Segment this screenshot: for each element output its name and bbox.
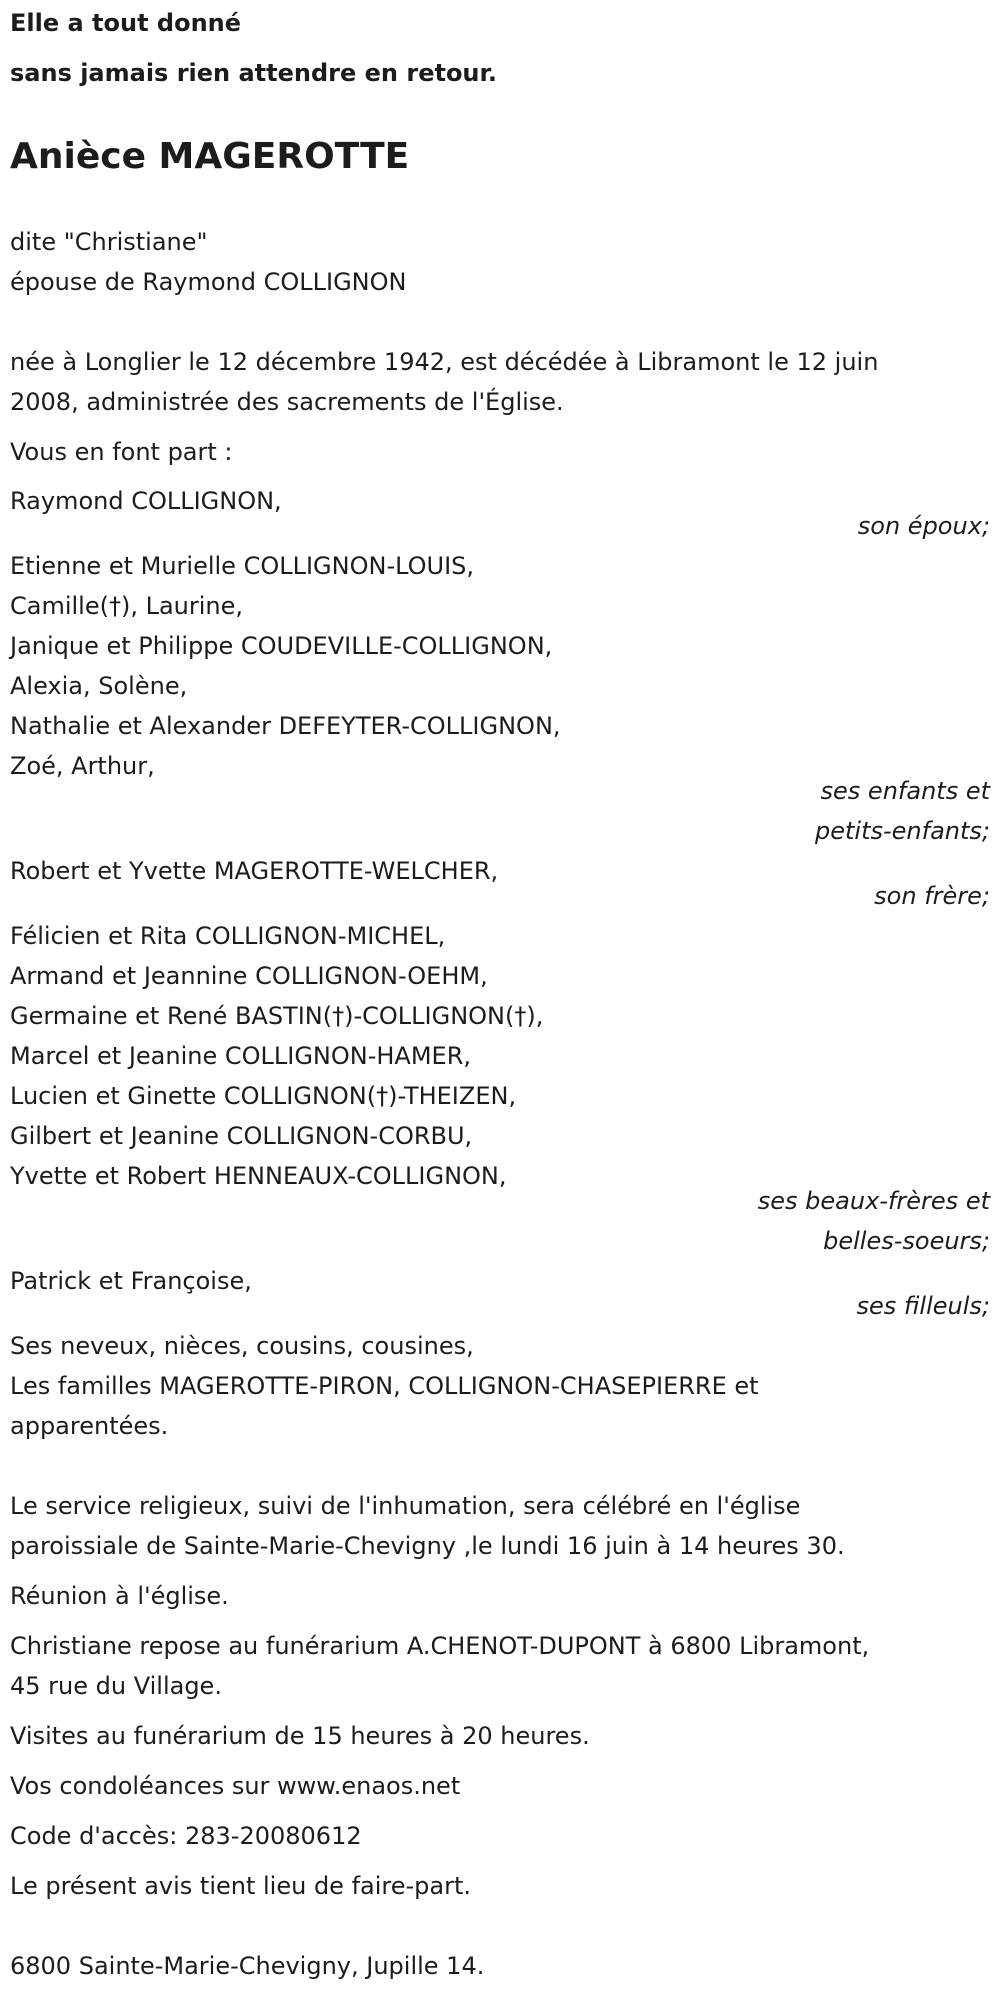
family-line: Les familles MAGEROTTE-PIRON, COLLIGNON-CHASEPIERRE et (10, 1372, 759, 1400)
family-line: Camille(†), Laurine, (10, 592, 244, 620)
visits-text: Visites au funérarium de 15 heures à 20 heures. (10, 1722, 590, 1750)
family-line: Armand et Jeannine COLLIGNON-OEHM, (10, 962, 488, 990)
condolences-text: Vos condoléances sur www.enaos.net (10, 1772, 461, 1800)
service-line-2: paroissiale de Sainte-Marie-Chevigny ,le lundi 16 juin à 14 heures 30. (10, 1532, 845, 1560)
relation-label: belles-soeurs; (823, 1227, 990, 1255)
meeting-text: Réunion à l'église. (10, 1582, 229, 1610)
family-line: Patrick et Françoise, (10, 1267, 252, 1295)
relation-label: son frère; (874, 882, 990, 910)
relation-label: ses enfants et (820, 777, 990, 805)
motto-line-2: sans jamais rien attendre en retour. (10, 59, 498, 87)
family-line: Germaine et René BASTIN(†)-COLLIGNON(†), (10, 1002, 544, 1030)
service-line-1: Le service religieux, suivi de l'inhumation, sera célébré en l'église (10, 1492, 801, 1520)
family-line: Gilbert et Jeanine COLLIGNON-CORBU, (10, 1122, 473, 1150)
family-line: Ses neveux, nièces, cousins, cousines, (10, 1332, 474, 1360)
relation-label: petits-enfants; (815, 817, 990, 845)
relation-label: son époux; (857, 512, 990, 540)
deceased-spouse: épouse de Raymond COLLIGNON (10, 268, 407, 296)
family-line: Zoé, Arthur, (10, 752, 155, 780)
family-line: Robert et Yvette MAGEROTTE-WELCHER, (10, 857, 499, 885)
family-line: Etienne et Murielle COLLIGNON-LOUIS, (10, 552, 475, 580)
family-line: apparentées. (10, 1412, 169, 1440)
family-line: Marcel et Jeanine COLLIGNON-HAMER, (10, 1042, 472, 1070)
motto-line-1: Elle a tout donné (10, 9, 242, 37)
family-line: Janique et Philippe COUDEVILLE-COLLIGNON, (10, 632, 553, 660)
access-code-text: Code d'accès: 283-20080612 (10, 1822, 362, 1850)
relation-label: ses filleuls; (856, 1292, 990, 1320)
family-line: Alexia, Solène, (10, 672, 188, 700)
address-text: 6800 Sainte-Marie-Chevigny, Jupille 14. (10, 1952, 485, 1980)
bio-line-1: née à Longlier le 12 décembre 1942, est décédée à Libramont le 12 juin (10, 348, 879, 376)
deceased-nickname: dite "Christiane" (10, 228, 208, 256)
family-line: Nathalie et Alexander DEFEYTER-COLLIGNON, (10, 712, 561, 740)
family-line: Raymond COLLIGNON, (10, 487, 282, 515)
rest-line-1: Christiane repose au funérarium A.CHENOT-DUPONT à 6800 Libramont, (10, 1632, 870, 1660)
notice-text: Le présent avis tient lieu de faire-part. (10, 1872, 472, 1900)
deceased-name: Anièce MAGEROTTE (10, 136, 410, 177)
rest-line-2: 45 rue du Village. (10, 1672, 222, 1700)
family-line: Lucien et Ginette COLLIGNON(†)-THEIZEN, (10, 1082, 517, 1110)
family-line: Yvette et Robert HENNEAUX-COLLIGNON, (10, 1162, 507, 1190)
family-line: Félicien et Rita COLLIGNON-MICHEL, (10, 922, 446, 950)
bio-line-2: 2008, administrée des sacrements de l'Église. (10, 388, 564, 416)
relation-label: ses beaux-frères et (757, 1187, 990, 1215)
announce-text: Vous en font part : (10, 438, 233, 466)
